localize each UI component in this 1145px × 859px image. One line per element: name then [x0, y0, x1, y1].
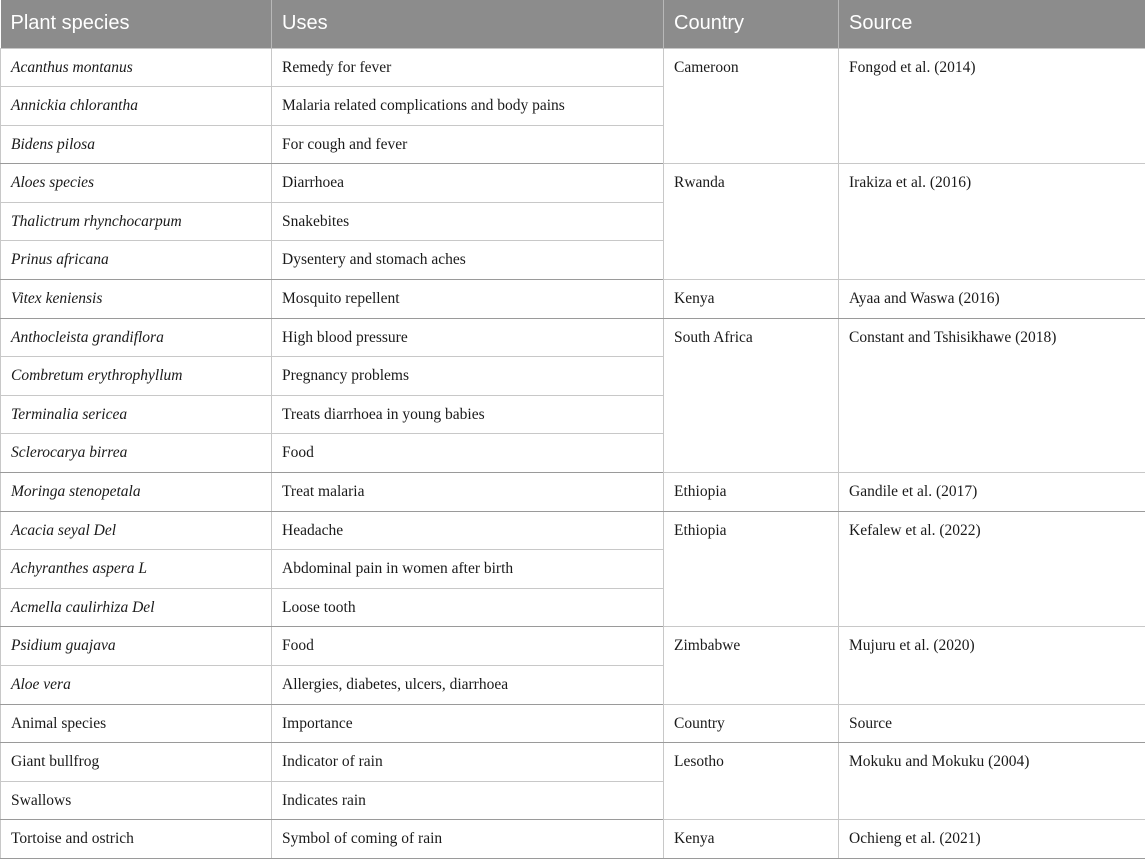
country-cell: Cameroon — [664, 48, 839, 164]
use-cell: Food — [272, 627, 664, 666]
source-cell: Ayaa and Waswa (2016) — [839, 280, 1145, 319]
country-cell: Ethiopia — [664, 473, 839, 512]
species-cell: Acacia seyal Del — [1, 511, 272, 550]
use-cell: Dysentery and stomach aches — [272, 241, 664, 280]
species-cell: Combretum erythrophyllum — [1, 357, 272, 396]
country-cell: Kenya — [664, 280, 839, 319]
species-cell: Aloes species — [1, 164, 272, 203]
table-row — [1, 48, 1145, 87]
animal-subheader-row — [1, 704, 1145, 743]
table-row — [1, 473, 1145, 512]
source-cell: Mujuru et al. (2020) — [839, 627, 1145, 704]
table-row — [1, 743, 1145, 782]
subheader-source: Source — [839, 704, 1145, 743]
table-row — [1, 627, 1145, 666]
species-cell: Vitex keniensis — [1, 280, 272, 319]
species-cell: Prinus africana — [1, 241, 272, 280]
table-header — [1, 0, 1145, 48]
header-country: Country — [664, 0, 839, 48]
use-cell: High blood pressure — [272, 318, 664, 357]
species-cell: Anthocleista grandiflora — [1, 318, 272, 357]
table-body — [1, 48, 1145, 858]
table-row — [1, 318, 1145, 357]
species-cell: Moringa stenopetala — [1, 473, 272, 512]
use-cell: Treats diarrhoea in young babies — [272, 395, 664, 434]
use-cell: Symbol of coming of rain — [272, 820, 664, 859]
use-cell: Headache — [272, 511, 664, 550]
species-cell: Acanthus montanus — [1, 48, 272, 87]
country-cell: Zimbabwe — [664, 627, 839, 704]
species-cell: Bidens pilosa — [1, 125, 272, 164]
country-cell: Kenya — [664, 820, 839, 859]
use-cell: Remedy for fever — [272, 48, 664, 87]
use-cell: Treat malaria — [272, 473, 664, 512]
species-cell: Achyranthes aspera L — [1, 550, 272, 589]
use-cell: Mosquito repellent — [272, 280, 664, 319]
use-cell: Abdominal pain in women after birth — [272, 550, 664, 589]
source-cell: Gandile et al. (2017) — [839, 473, 1145, 512]
species-cell: Sclerocarya birrea — [1, 434, 272, 473]
species-cell: Aloe vera — [1, 666, 272, 705]
country-cell: Rwanda — [664, 164, 839, 280]
use-cell: Pregnancy problems — [272, 357, 664, 396]
use-cell: For cough and fever — [272, 125, 664, 164]
source-cell: Irakiza et al. (2016) — [839, 164, 1145, 280]
species-cell: Tortoise and ostrich — [1, 820, 272, 859]
use-cell: Allergies, diabetes, ulcers, diarrhoea — [272, 666, 664, 705]
source-cell: Fongod et al. (2014) — [839, 48, 1145, 164]
source-cell: Mokuku and Mokuku (2004) — [839, 743, 1145, 820]
header-source: Source — [839, 0, 1145, 48]
country-cell: South Africa — [664, 318, 839, 472]
table-row — [1, 511, 1145, 550]
species-cell: Acmella caulirhiza Del — [1, 588, 272, 627]
country-cell: Ethiopia — [664, 511, 839, 627]
use-cell: Indicates rain — [272, 781, 664, 820]
subheader-animal-species: Animal species — [1, 704, 272, 743]
use-cell: Snakebites — [272, 202, 664, 241]
use-cell: Diarrhoea — [272, 164, 664, 203]
table-row — [1, 280, 1145, 319]
use-cell: Food — [272, 434, 664, 473]
table-row — [1, 820, 1145, 859]
species-cell: Thalictrum rhynchocarpum — [1, 202, 272, 241]
use-cell: Indicator of rain — [272, 743, 664, 782]
source-cell: Constant and Tshisikhawe (2018) — [839, 318, 1145, 472]
species-cell: Swallows — [1, 781, 272, 820]
header-plant-species: Plant species — [1, 0, 272, 48]
source-cell: Ochieng et al. (2021) — [839, 820, 1145, 859]
species-cell: Terminalia sericea — [1, 395, 272, 434]
species-cell: Psidium guajava — [1, 627, 272, 666]
table-row — [1, 164, 1145, 203]
header-uses: Uses — [272, 0, 664, 48]
source-cell: Kefalew et al. (2022) — [839, 511, 1145, 627]
subheader-country: Country — [664, 704, 839, 743]
use-cell: Malaria related complications and body pains — [272, 87, 664, 126]
use-cell: Loose tooth — [272, 588, 664, 627]
species-cell: Giant bullfrog — [1, 743, 272, 782]
header-row — [1, 0, 1145, 48]
species-cell: Annickia chlorantha — [1, 87, 272, 126]
subheader-importance: Importance — [272, 704, 664, 743]
country-cell: Lesotho — [664, 743, 839, 820]
